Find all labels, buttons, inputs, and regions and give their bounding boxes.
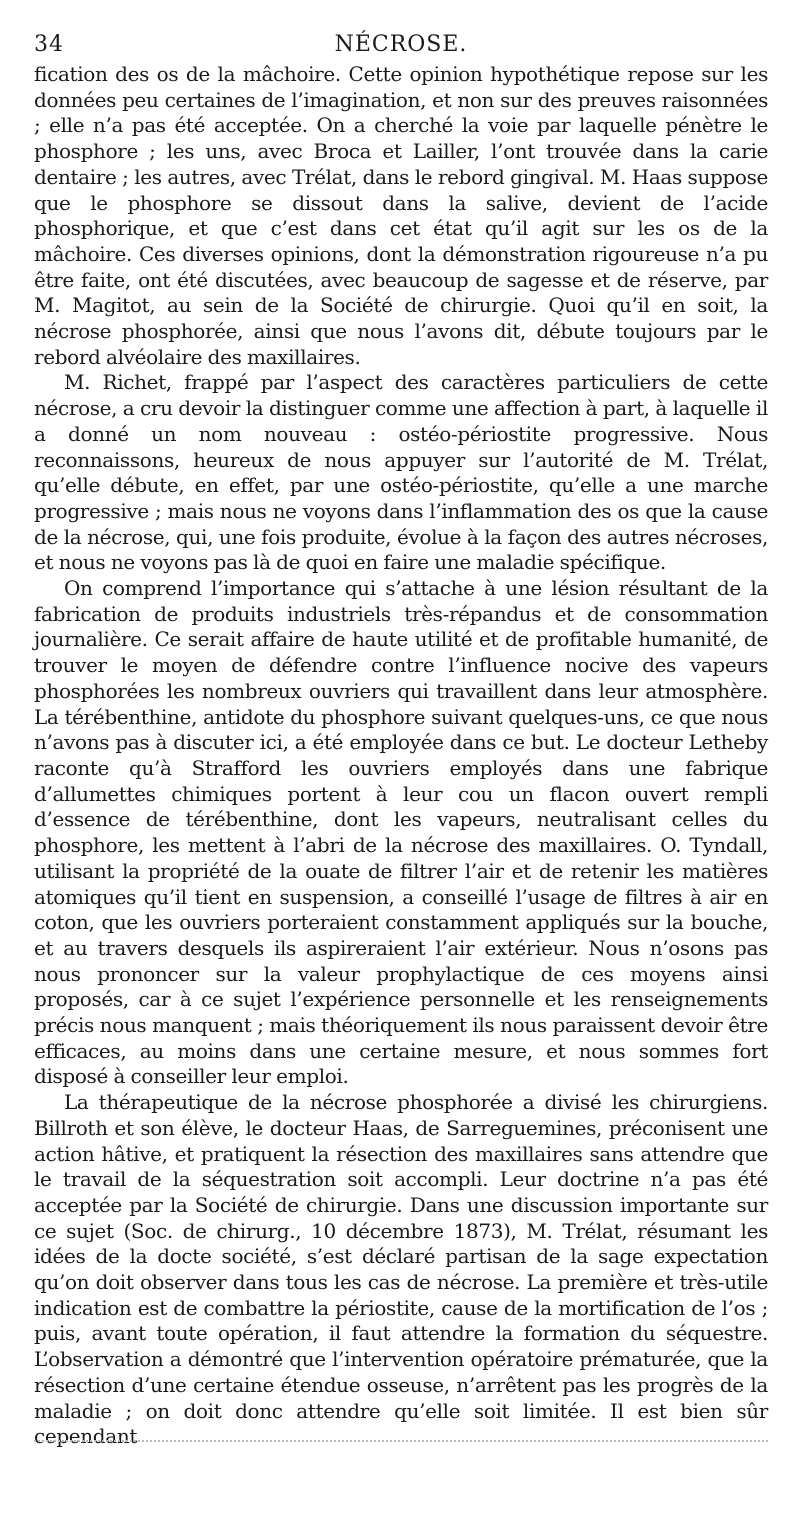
running-title: NÉCROSE. [334,32,468,57]
paragraph-richet: M. Richet, frappé par l’aspect des caractères particuliers de cette nécrose, a cru devoir la distinguer comme une affection à part, à laquelle il a donné un nom nouveau : ostéo-périostite progressive. Nous reconnaissons, heureux de nous appuyer sur l’autorité de M. Trélat, qu’elle débute, en effet, par une ostéo-périostite, qu’elle a une marche progressive ; mais nous ne voyons dans l’inflammation des os que la cause de la nécrose, qui, une fois produite, évolue à la façon des autres nécroses, et nous ne voyons pas là de quoi en faire une maladie spécifique. [34,370,768,575]
body-text [34,62,768,1450]
paragraph-continuation: fication des os de la mâchoire. Cette opinion hypothétique repose sur les données peu certaines de l’imagination, et non sur des preuves raisonnées ; elle n’a pas été acceptée. On a cherché la voie par laquelle pénètre le phosphore ; les uns, avec Broca et Lailler, l’ont trouvée dans la carie dentaire ; les autres, avec Trélat, dans le rebord gingival. M. Haas suppose que le phosphore se dissout dans la salive, devient de l’acide phosphorique, et que c’est dans cet état qu’il agit sur les os de la mâchoire. Ces diverses opinions, dont la démonstration rigoureuse n’a pu être faite, ont été discutées, avec beaucoup de sagesse et de réserve, par M. Magitot, au sein de la Société de chirurgie. Quoi qu’il en soit, la nécrose phosphorée, ainsi que nous l’avons dit, débute toujours par le rebord alvéolaire des maxillaires. [34,62,768,369]
paragraph-prophylaxis: On comprend l’importance qui s’attache à une lésion résultant de la fabrication de produits industriels très-répandus et de consommation journalière. Ce serait affaire de haute utilité et de profitable humanité, de trouver le moyen de défendre contre l’influence nocive des vapeurs phosphorées les nombreux ouvriers qui travaillent dans leur atmosphère. La térébenthine, antidote du phosphore suivant quelques-uns, ce que nous n’avons pas à discuter ici, a été employée dans ce but. Le docteur Letheby raconte qu’à Strafford les ouvriers employés dans une fabrique d’allumettes chimiques portent à leur cou un flacon ouvert rempli d’essence de térébenthine, dont les vapeurs, neutralisant celles du phosphore, les mettent à l’abri de la nécrose des maxillaires. O. Tyndall, utilisant la propriété de la ouate de filtrer l’air et de retenir les matières atomiques qu’il tient en suspension, a conseillé l’usage de filtres à air en coton, que les ouvriers porteraient constamment appliqués sur la bouche, et au travers desquels ils aspireraient l’air extérieur. Nous n’osons pas nous prononcer sur la valeur prophylactique de ces moyens ainsi proposés, car à ce sujet l’expérience personnelle et les renseignements précis nous manquent ; mais théoriquement ils nous paraissent devoir être efficaces, au moins dans une certaine mesure, et nous sommes fort disposé à conseiller leur emploi. [34,576,768,1089]
page-header [34,26,768,62]
page-number: 34 [34,32,64,57]
paragraph-therapeutics: La thérapeutique de la nécrose phosphorée a divisé les chirurgiens. Billroth et son élève, le docteur Haas, de Sarreguemines, préconisent une action hâtive, et pratiquent la résection des maxillaires sans attendre que le travail de la séquestration soit accompli. Leur doctrine n’a pas été acceptée par la Société de chirurgie. Dans une discussion importante sur ce sujet (Soc. de chirurg., 10 décembre 1873), M. Trélat, résumant les idées de la docte société, s’est déclaré partisan de la sage expectation qu’on doit observer dans tous les cas de nécrose. La première et très-utile indication est de combattre la périostite, cause de la mortification de l’os ; puis, avant toute opération, il faut attendre la formation du séquestre. L’observation a démontré que l’intervention opératoire prématurée, que la résection d’une certaine étendue osseuse, n’arrêtent pas les progrès de la maladie ; on doit donc attendre qu’elle soit limitée. Il est bien sûr cependant [34,1090,768,1449]
footer-divider [34,1440,768,1442]
